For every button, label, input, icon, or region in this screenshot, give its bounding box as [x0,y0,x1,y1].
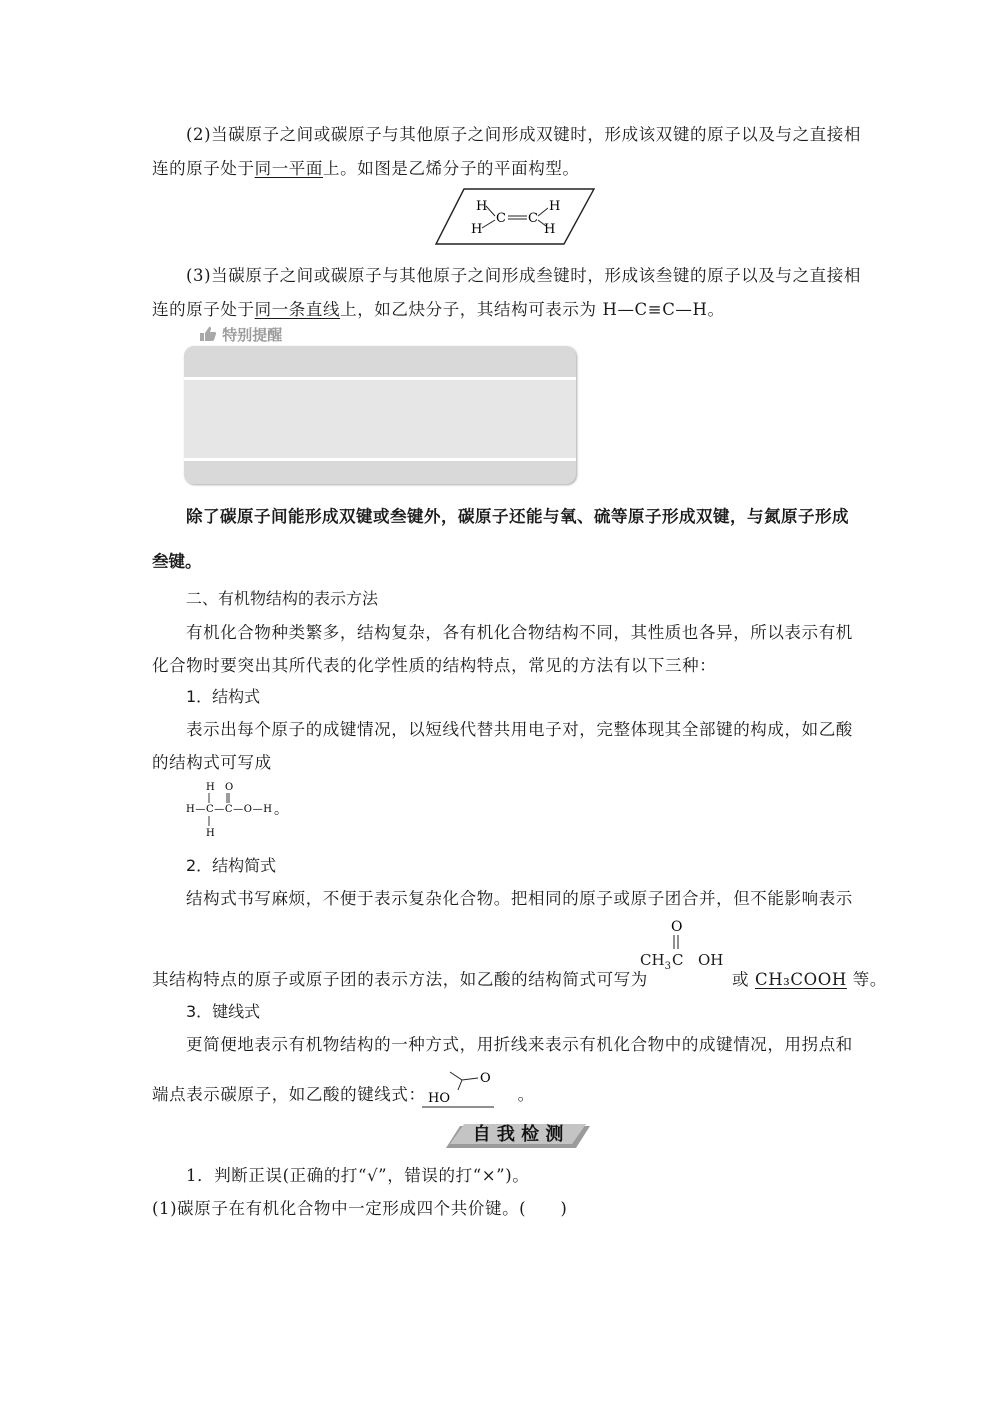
skeletal-formula-heading: 3．键线式 [186,1002,261,1021]
condensed-diagram-ch3: $CH_3$ [640,951,671,972]
acetic-acid-skeletal-diagram [420,1064,500,1110]
ethylene-h-bottom-right: H [544,222,556,237]
structural-formula-heading: 1．结构式 [186,687,261,706]
h-bottom: H [206,828,215,839]
o-top: O [225,782,234,793]
emphasis-same-line: 同一条直线 [254,300,341,319]
tip-text-line1: 除了碳原子间能形成双键或叁键外，碳原子还能与氧、硫等原子形成双键，与氮原子形成 [186,507,849,526]
self-check-q1: 1．判断正误(正确的打“√”，错误的打“×”)。 [186,1166,530,1185]
ethylene-h-top-left: H [476,199,488,214]
ch3cooh-text: CH₃COOH [754,970,847,989]
section2-intro-line2: 化合物时要突出其所代表的化学性质的结构特点，常见的方法有以下三种： [152,656,717,675]
condensed-formula-line1: 结构式书写麻烦，不便于表示复杂化合物。把相同的原子或原子团合并，但不能影响表示 [186,889,853,908]
self-check-banner: 自 我 检 测 [446,1124,590,1150]
skeletal-o: O [480,1071,491,1086]
skeletal-formula-line2: 端点表示碳原子，如乙酸的键线式： 。 [152,1085,535,1104]
formula-row: H—C—C—O—H [186,804,272,815]
self-check-q1-1[interactable]: (1)碳原子在有机化合物中一定形成四个共价键。( ) [152,1199,568,1218]
special-tip-header [199,324,282,345]
formula-end: 。 [274,802,288,818]
emphasis-same-plane: 同一平面 [254,159,324,178]
structural-formula-line1: 表示出每个原子的成键情况，以短线代替共用电子对，完整体现其全部键的构成，如乙酸 [186,720,853,739]
para-triple-bond-line1: (3)当碳原子之间或碳原子与其他原子之间形成叁键时，形成该叁键的原子以及与之直接相 [186,266,861,285]
condensed-diagram-c: C [672,951,684,969]
condensed-diagram-oh: OH [698,951,724,969]
skeletal-formula-line1: 更简便地表示有机物结构的一种方式，用折线来表示有机化合物中的成键情况，用拐点和 [186,1035,853,1054]
ethylene-h-bottom-left: H [471,222,483,237]
section2-intro-line1: 有机化合物种类繁多，结构复杂，各有机化合物结构不同，其性质也各异，所以表示有机 [186,623,853,642]
acetic-acid-structural-formula [184,778,294,840]
condensed-formula-heading: 2．结构简式 [186,856,277,875]
ethylene-c2: C [528,211,538,226]
section2-heading: 二、有机物结构的表示方法 [186,589,379,608]
para-triple-bond-line2: 连的原子处于同一条直线上，如乙炔分子，其结构可表示为 H—C≡C—H。 [152,300,725,319]
tip-text-line2: 叁键。 [152,552,202,571]
special-tip-box [184,346,576,484]
thumbs-up-icon [199,326,217,342]
structural-formula-line2: 的结构式可写成 [152,753,272,772]
condensed-formula-line2-post: 或 CH₃COOH 等。 [732,970,887,989]
ethylene-c1: C [496,211,506,226]
ethylene-plane-diagram [434,186,596,248]
ethylene-h-top-right: H [549,199,561,214]
skeletal-ho: HO [428,1091,450,1106]
h-top: H [206,782,215,793]
para-double-bond-line1: (2)当碳原子之间或碳原子与其他原子之间形成双键时，形成该双键的原子以及与之直接相 [186,125,861,144]
special-tip-title: 特别提醒 [222,326,283,344]
condensed-formula-line2-pre: 其结构特点的原子或原子团的表示方法，如乙酸的结构简式可写为 [152,970,648,989]
condensed-o: O [671,919,683,935]
para-double-bond-line2: 连的原子处于同一平面上。如图是乙烯分子的平面构型。 [152,159,580,178]
